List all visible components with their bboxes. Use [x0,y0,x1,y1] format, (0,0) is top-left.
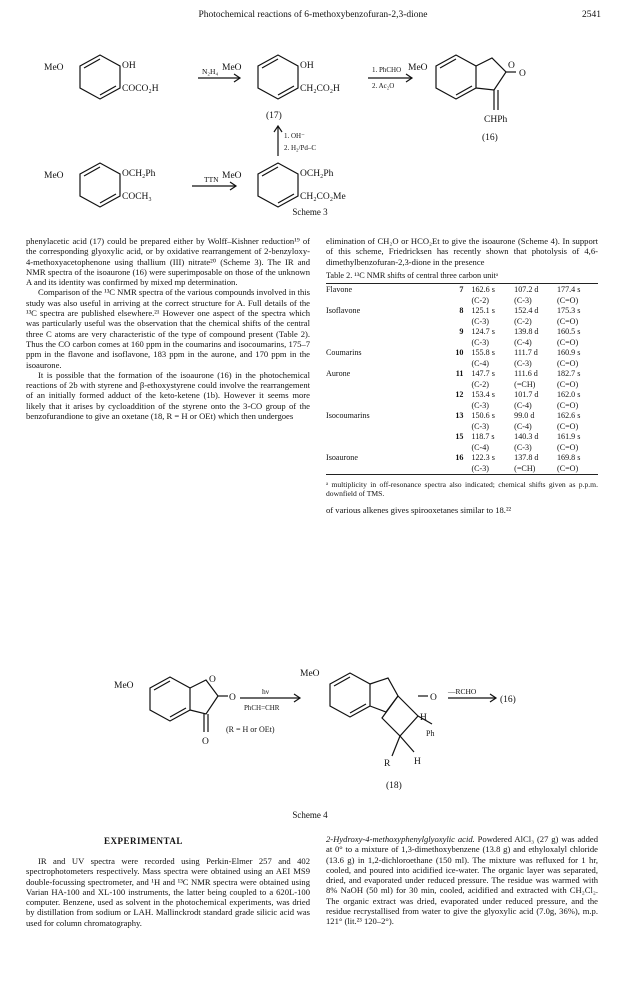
table-cell-compound-class: Isocoumarins [326,411,370,421]
table-row-assignment [326,401,598,412]
table-cell-compound-class: Coumarins [326,348,362,358]
table-cell-shift: 155.8 s [471,348,495,358]
table-cell-assignment: (C-3) [471,421,489,431]
table-cell-shift: 150.6 s [471,411,495,421]
table-cell-compound-class [326,327,440,338]
table-cell-assignment: (C-3) [471,316,489,326]
table-cell-shift: 118.7 s [471,432,495,442]
table-cell-assignment: (C=O) [557,316,579,326]
table-cell-assignment [326,464,440,475]
table-cell-compound-class [326,390,440,401]
table-cell-assignment: (C=O) [557,358,579,368]
paragraph: of various alkenes gives spirooxetanes similar to 18.²² [326,504,512,515]
label-meo-2: MeO [300,669,320,679]
table-cell-assignment [326,401,440,412]
label-och2ph-2: OCH₂Ph [300,169,334,179]
table-row-assignment [326,338,598,349]
label-o: O [508,61,515,71]
table-row [326,390,598,401]
table-cell-assignment: (C-3) [514,442,532,452]
table-cell-compound-class: Isoflavone [326,306,361,316]
table-cell-assignment: (C-4) [471,442,489,452]
ring-2b [150,677,190,721]
table-row [326,369,598,380]
label-alkene: PhCH=CHR [244,704,280,712]
table-cell-assignment: (C=O) [557,442,579,452]
table-2-title: Table 2. ¹³C NMR shifts of central three carbon unitᵃ [326,270,499,280]
paragraph: phenylacetic acid (17) could be prepared either by Wolff–Kishner reduction¹⁹ of the corresponding glyoxylic acid, or by oxidative rearrangement of 2-benzyloxy-4-methoxyacetophenone using thallium (III) nitrate²⁰ (Scheme 3). The IR and NMR spectra of the isoaurone (16) were superimposable on those of the unknown A and its identity was confirmed by mixed mp determination. [26,236,310,288]
table-cell-assignment [440,296,471,307]
table-row [326,453,598,464]
table-cell-shift: 99.0 d [514,411,535,421]
table-cell-assignment: (C-3) [471,337,489,347]
table-footnote: ᵃ multiplicity in off-resonance spectra also indicated; chemical shifts given as p.p.m. downfield of TMS. [326,480,598,499]
table-cell-assignment [326,296,440,307]
table-cell-assignment [326,443,440,454]
table-cell-assignment: (C=O) [557,463,579,473]
table-cell-compound-class: Isoaurone [326,453,358,463]
table-row [326,348,598,359]
compound-17-label: (17) [266,111,282,121]
table-cell-assignment: (C-4) [471,358,489,368]
paragraph: IR and UV spectra were recorded using Perkin-Elmer 257 and 402 spectrophotometers respectively. Mass spectra were obtained using an AEI MS9 double-focussing spectrometer, and ¹H and ¹³C NMR spectra were obtained using Varian HA-100 and XL-100 instruments, the latter being coupled to a 620L-100 computer. Benzene, used as solvent in the photochemical experiments, was dried by distillation from sodium or LAH. Mallinckrodt standard grade silicic acid was used for column chromatography. [26,856,310,928]
table-cell-shift: 162.0 s [557,390,581,400]
table-row [326,411,598,422]
label-h-2: H [414,757,421,767]
table-cell-compound-class [326,432,440,443]
label-ch2co2h: CH₂CO₂H [300,84,340,94]
table-cell-shift: 169.8 s [557,453,581,463]
table-cell-assignment [326,422,440,433]
table-cell-assignment: (C=O) [557,295,579,305]
paragraph: Powdered AlCl₃ (27 g) was added at 0° to a mixture of 1,3-dimethoxybenzene (13.8 g) and ethyloxalyl chloride (13.6 g) in 1,2-dichloroethane (150 ml). The mixture was refluxed for 1 hr, cooled, and poured into acidified ice-water. The organic layer was separated, dried, and evaporated under reduced pressure. The residue was warmed with 8% NaOH (50 ml) for 30 min, cooled, acidified and extracted with CH₂Cl₂. The organic extract was dried, evaporated under reduced pressure, and the residue recrystallised from water to give the glyoxylic acid (7.0g, 36%), m.p. 121° (lit.²³ 120–2°). [326,834,598,927]
table-cell-assignment [326,338,440,349]
table-cell-assignment [440,422,471,433]
table-row [326,306,598,317]
table-row [326,432,598,443]
procedure-title: 2-Hydroxy-4-methoxyphenylglyoxylic acid. [326,834,475,844]
table-cell-assignment [326,317,440,328]
table-cell-shift: 125.1 s [471,306,495,316]
label-h: H [420,713,427,723]
table-cell-assignment: (C-4) [514,421,532,431]
right-column [326,236,598,515]
label-meo: MeO [44,63,64,73]
table-row [326,327,598,338]
reagent-ac2o: 2. Ac₂O [372,82,395,90]
label-oh-2: OH [300,61,314,71]
label-ch2co2me: CH₂CO₂Me [300,192,346,202]
label-hv: hν [262,687,270,696]
table-cell-assignment [326,380,440,391]
label-coco2h: COCO₂H [122,84,159,94]
table-cell-shift: 111.7 d [514,348,538,358]
ring-4 [258,163,298,207]
label-o-2: O [229,693,236,703]
scheme-4-diagram [0,640,623,820]
table-cell-shift: 162.6 s [471,285,495,295]
table-cell-shift: 139.8 d [514,327,539,337]
scheme-3-caption: Scheme 3 [292,207,328,217]
label-r-condition: (R = H or OEt) [226,725,275,734]
page-number: 2541 [582,10,601,20]
table-row-assignment [326,380,598,391]
table-cell-shift: 162.6 s [557,411,581,421]
table-cell-shift: 160.5 s [557,327,581,337]
table-cell-assignment [440,464,471,475]
table-cell-assignment [440,443,471,454]
table-cell-number: 8 [459,306,464,316]
label-o-4: O [430,693,437,703]
table-cell-number: 9 [459,327,464,337]
table-cell-shift: 175.3 s [557,306,581,316]
table-row [326,285,598,296]
table-cell-shift: 111.6 d [514,369,538,379]
table-cell-shift: 140.3 d [514,432,539,442]
table-row-assignment [326,464,598,475]
table-cell-assignment [440,317,471,328]
experimental-heading: EXPERIMENTAL [104,836,183,846]
table-cell-number: 13 [455,411,464,421]
label-coch3: COCH₃ [122,192,152,202]
running-header: Photochemical reactions of 6-methoxybenzofuran-2,3-dione [198,10,428,20]
ring-18 [330,673,370,717]
table-cell-assignment: (C-2) [471,295,489,305]
table-cell-assignment: (C-3) [471,400,489,410]
table-cell-shift: 153.4 s [471,390,495,400]
label-meo-3: MeO [408,63,428,73]
table-row-assignment [326,317,598,328]
table-cell-number: 15 [455,432,464,442]
table-cell-assignment [440,359,471,370]
left-column [26,236,310,421]
ring-3 [80,163,120,207]
table-cell-assignment: (C-2) [514,316,532,326]
ring-16 [436,55,476,99]
compound-18-label: (18) [386,781,402,791]
table-cell-shift: 107.2 d [514,285,539,295]
table-cell-assignment: (C=O) [557,421,579,431]
ring-17 [258,55,298,99]
table-cell-compound-class: Aurone [326,369,351,379]
reagent-n2h4: N₂H₄ [202,67,219,76]
table-cell-assignment: (C-3) [471,463,489,473]
table-cell-shift: 147.7 s [471,369,495,379]
scheme-3-diagram [0,28,623,228]
table-cell-assignment [440,380,471,391]
table-cell-assignment: (C=O) [557,337,579,347]
table-cell-assignment: (C-2) [471,379,489,389]
table-cell-assignment: (C=O) [557,400,579,410]
label-meo-5: MeO [222,171,242,181]
label-o-3: O [202,737,209,747]
table-cell-assignment: (=CH) [514,463,536,473]
label-16: (16) [500,695,516,705]
table-cell-shift: 137.8 d [514,453,539,463]
table-cell-shift: 182.7 s [557,369,581,379]
table-rule-bottom [326,475,598,477]
reagent-ttn: TTN [204,175,219,184]
label-meo-2: MeO [222,63,242,73]
table-cell-assignment [440,401,471,412]
paragraph: Comparison of the ¹³C NMR spectra of the various compounds involved in this study was also useful in arriving at the correct structure for A. Full details of the ¹³C spectra are published elsewhere.²¹ However one aspect of the spectra which was particularly useful was the observation that the chemical shifts of the central three C atoms are very characteristic of the type of compound present (Table 2). Thus the CO carbon comes at 160 ppm in the coumarins and isocoumarins, 175–7 ppm in the flavone and isoflavone, 183 ppm in the aurone, and 170 ppm in the isoaurone. [26,287,311,370]
label-o-2: O [519,69,526,79]
ring-1 [80,55,120,99]
table-cell-assignment: (C-3) [514,295,532,305]
table-cell-number: 11 [455,369,464,379]
table-cell-assignment: (C-4) [514,337,532,347]
experimental-right [326,834,598,927]
label-chph: CHPh [484,115,508,125]
table-cell-number: 16 [455,453,464,463]
table-cell-assignment: (C-4) [514,400,532,410]
scheme-4-caption: Scheme 4 [292,810,328,820]
table-cell-shift: 122.3 s [471,453,495,463]
table-2 [326,283,598,476]
label-oh: OH [122,61,136,71]
table-cell-number: 7 [459,285,464,295]
reagent-oh-minus: 1. OH⁻ [284,132,305,140]
table-cell-shift: 101.7 d [514,390,539,400]
label-o: O [209,675,216,685]
table-cell-number: 12 [455,390,464,400]
table-cell-assignment: (C=O) [557,379,579,389]
table-cell-assignment: (C-3) [514,358,532,368]
experimental-left [26,856,310,928]
label-och2ph: OCH₂Ph [122,169,156,179]
compound-16-label: (16) [482,133,498,143]
label-minus-rcho: —RCHO [448,687,477,696]
table-cell-shift: 152.4 d [514,306,539,316]
table-row-assignment [326,443,598,454]
label-meo-4: MeO [44,171,64,181]
table-row-assignment [326,296,598,307]
table-row-assignment [326,422,598,433]
table-row-assignment [326,359,598,370]
table-cell-number: 10 [455,348,464,358]
table-cell-compound-class: Flavone [326,285,353,295]
table-cell-shift: 161.9 s [557,432,581,442]
table-cell-assignment [440,338,471,349]
table-cell-assignment [326,359,440,370]
table-cell-shift: 160.9 s [557,348,581,358]
table-cell-shift: 124.7 s [471,327,495,337]
label-meo: MeO [114,681,134,691]
reagent-h2-pd: 2. H₂/Pd–C [284,144,317,152]
table-cell-assignment: (=CH) [514,379,536,389]
reagent-phcho: 1. PhCHO [372,66,402,74]
label-ph: Ph [426,729,435,738]
paragraph: It is possible that the formation of the isoaurone (16) in the photochemical reactions of 2b with styrene and β-ethoxystyrene could involve the rearrangement of an initially formed adduct of the keto-ketene (1b). However it seems more likely that it arises by cycloaddition of the styrene onto the 3-CO group of the benzofurandione to give an oxetane (18, R = H or OEt) which then undergoes [26,369,310,422]
table-cell-shift: 177.4 s [557,285,581,295]
paragraph: elimination of CH₂O or HCO₂Et to give the isoaurone (Scheme 4). In support of this scheme, Friedricksen has recently shown that photolysis of 4,6-dimethylbenzofuran-2,3-dione in the presence [326,236,598,267]
label-r: R [384,759,391,769]
